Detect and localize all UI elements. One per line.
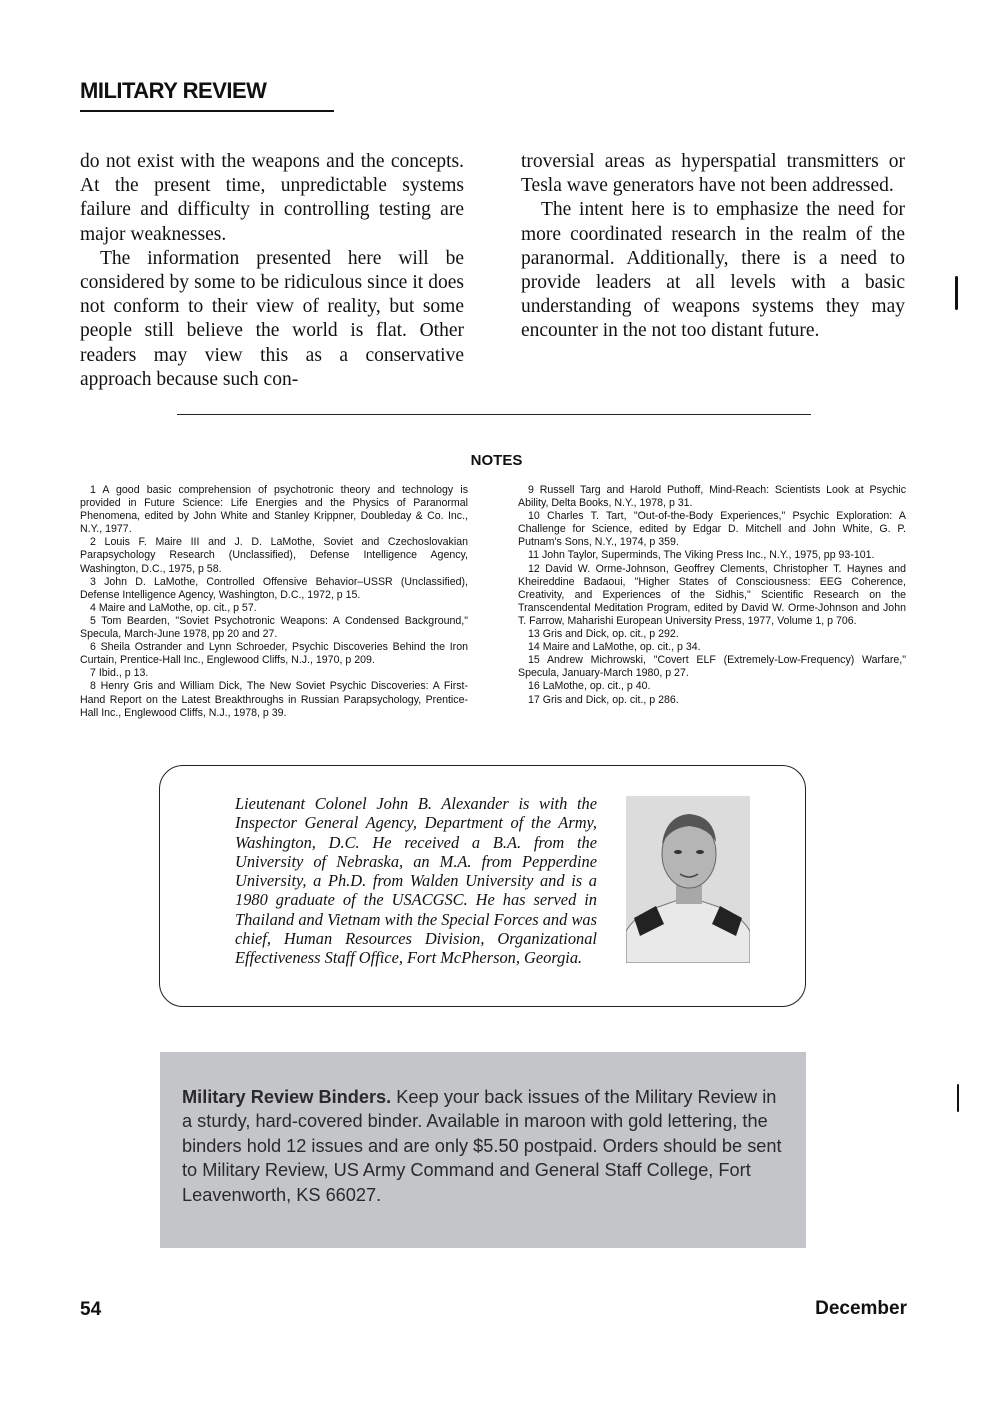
binders-ad-body: Keep your back issues of the Military Review in a sturdy, hard-covered binder. Available in maroon with gold lettering, the binders hold 12 issues and are only $5.50 postpaid. Orders should be sent to Military Review, US Army Command and General Staff College, Fort Leavenworth, KS 66027. — [182, 1087, 782, 1205]
notes-heading: NOTES — [470, 452, 523, 469]
body-paragraph: The intent here is to emphasize the need for more coordinated research in the realm of the paranormal. Additionally, there is a need to provide leaders at all levels with a basic understanding of weapons systems they may encounter in the not too distant future. — [521, 199, 905, 342]
author-portrait-icon — [626, 796, 750, 963]
margin-mark — [955, 276, 958, 310]
issue-month: December — [815, 1298, 907, 1319]
footnote: 7 Ibid., p 13. — [90, 667, 149, 680]
header-rule — [80, 110, 334, 112]
body-paragraph: do not exist with the weapons and the concepts. At the present time, unpredictable systems failure and difficulty in controlling testing are major weaknesses. — [80, 151, 464, 245]
body-column-right — [521, 150, 905, 344]
footnote: 13 Gris and Dick, op. cit., p 292. — [528, 628, 679, 641]
notes-column-right — [518, 484, 906, 707]
running-header-title: MILITARY REVIEW — [80, 78, 267, 103]
body-paragraph: The information presented here will be considered by some to be ridiculous since it does not conform to their view of reality, but some people still believe the world is flat. Other readers may view this as a conservative approach because such con- — [80, 247, 464, 390]
footnote: 5 Tom Bearden, "Soviet Psychotronic Weapons: A Condensed Background," Specula, March-June 1978, pp 20 and 27. — [80, 614, 468, 641]
body-column-left — [80, 150, 464, 392]
body-paragraph: troversial areas as hyperspatial transmitters or Tesla wave generators have not been addressed. — [521, 151, 905, 197]
footnote: 12 David W. Orme-Johnson, Geoffrey Clements, Christopher T. Haynes and Kheireddine Badaoui, "Higher States of Consciousness: EEG Coherence, Creativity, and Experiences of the Sidhis," Scientific Research on the Transcendental Meditation Program, edited by David W. Orme-Johnson and John T. Farrow, Maharishi European University Press, 1977, Volume 1, p 706. — [518, 562, 906, 627]
author-bio-text: Lieutenant Colonel John B. Alexander is with the Inspector General Agency, Department of the Army, Washington, D.C. He received a B.A. from the University of Nebraska, an M.A. from Pepperdine University, a Ph.D. from Walden University and is a 1980 graduate of the USACGSC. He has served in Thailand and Vietnam with the Special Forces and was chief, Human Resources Division, Organizational Effectiveness Staff Office, Fort McPherson, Georgia. — [235, 794, 597, 968]
footnote: 8 Henry Gris and William Dick, The New Soviet Psychic Discoveries: A First-Hand Report on the Latest Breakthroughs in Russian Parapsychology, Prentice-Hall Inc., Englewood Cliffs, N.J., 1978, p 39. — [80, 680, 468, 719]
footnote: 16 LaMothe, op. cit., p 40. — [528, 680, 651, 693]
binders-ad-title: Military Review Binders. — [182, 1087, 392, 1107]
footnote: 17 Gris and Dick, op. cit., p 286. — [528, 693, 679, 706]
author-photo-icon — [626, 796, 750, 963]
footnote: 11 John Taylor, Superminds, The Viking Press Inc., N.Y., 1975, pp 93-101. — [528, 549, 875, 562]
binders-ad-text — [182, 1085, 787, 1207]
footnote: 14 Maire and LaMothe, op. cit., p 34. — [528, 641, 701, 654]
footnote: 9 Russell Targ and Harold Puthoff, Mind-Reach: Scientists Look at Psychic Ability, Delta Books, N.Y., 1978, p 31. — [518, 484, 906, 510]
footnote: 2 Louis F. Maire III and J. D. LaMothe, Soviet and Czechoslovakian Parapsychology Research (Unclassified), Defense Intelligence Agency, Washington, D.C., 1975, p 58. — [80, 536, 468, 575]
page-number: 54 — [80, 1299, 102, 1320]
footnote: 10 Charles T. Tart, "Out-of-the-Body Experiences," Psychic Exploration: A Challenge for Science, edited by Edgar D. Mitchell and John White, G. P. Putnam's Sons, N.Y., 1974, p 359. — [518, 510, 906, 549]
footnote: 3 John D. LaMothe, Controlled Offensive Behavior–USSR (Unclassified), Defense Intelligence Agency, Washington, D.C., 1972, p 15. — [80, 575, 468, 601]
footnote: 1 A good basic comprehension of psychotronic theory and technology is provided in Future Science: Life Energies and the Physics of Paranormal Phenomena, edited by John White and Stanley Krippner, Doubleday & Co. Inc., N.Y., 1977. — [80, 484, 468, 536]
margin-mark — [957, 1084, 959, 1112]
notes-column-left — [80, 484, 468, 720]
footnote: 15 Andrew Michrowski, "Covert ELF (Extremely-Low-Frequency) Warfare," Specula, January-March 1980, p 27. — [518, 654, 906, 680]
section-divider — [177, 414, 811, 415]
footnote: 4 Maire and LaMothe, op. cit., p 57. — [90, 601, 257, 614]
footnote: 6 Sheila Ostrander and Lynn Schroeder, Psychic Discoveries Behind the Iron Curtain, Prentice-Hall Inc., Englewood Cliffs, N.J., 1970, p 209. — [80, 641, 468, 667]
